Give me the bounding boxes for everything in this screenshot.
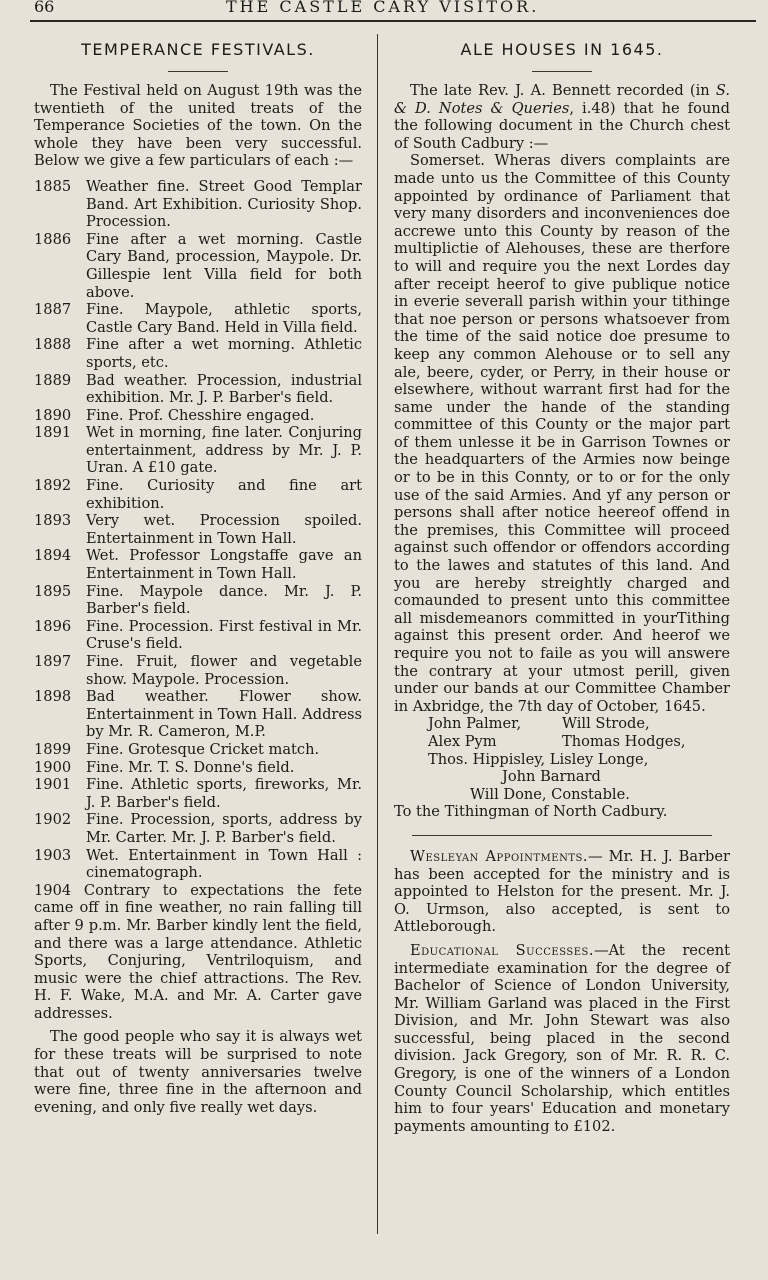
order-document: Somerset. Wheras divers complaints are made unto us the Committee of this County appointed by ordinance of Parliament that very many disorders and inconveniences doe accrewe unto this County by reason of the multiplictie of Alehouses, these are therfore to will and require you the next Lordes day after receipt heerof to give publique notice in everie severall parish within your tithinge that noe person or persons whatsoever from the time of the said notice doe presume to keep any common Alehouse or to sell any ale, beere, cyder, or Perry, in their house or elsewhere, without warrant first had for the same under the hande of the standing committee of this County or the major part of them unlesse it be in Garrison Townes or the headquarters of the Armies now beinge or to be in this Connty, or to or for the only use of the said Armies. And yf any person or persons shall after notice heereof offend in the premises, this Committee will proceed against such offendor or offendors according to the lawes and statutes of this land. And you are hereby streightly charged and comaunded to present unto this committee all misdemeanors committed in yourTithing against this present order. And heerof we require you not to faile as you will answere the contrary at your utmost perill, given under our bands at our Committee Chamber in Axbridge, the 7th day of October, 1645. — [394, 152, 730, 715]
entry-text: Wet. Professor Longstaffe gave an Entertainment in Town Hall. — [86, 547, 362, 583]
alehouses-intro — [394, 82, 730, 152]
signatory: Thomas Hodges, — [562, 732, 686, 750]
entry-year: 1894 — [34, 547, 72, 565]
entry-text: Wet. Entertainment in Town Hall : cinematograph. — [86, 846, 362, 882]
entry-text: Fine. Curiosity and fine art exhibition. — [86, 477, 362, 512]
entry-text: Fine. Procession, sports, address by Mr. Carter. Mr. J. P. Barber's field. — [86, 811, 362, 846]
entry-text: Weather fine. Street Good Templar Band. Art Exhibition. Curiosity Shop. Procession. — [86, 177, 362, 231]
entry-year: 1898 — [34, 688, 72, 706]
entry-text: Fine. Procession. First festival in Mr. Cruse's field. — [86, 617, 362, 653]
entry-year: 1888 — [34, 336, 72, 354]
entry-text: Fine after a wet morning. Athletic sports, etc. — [86, 336, 362, 371]
festival-list — [34, 178, 362, 882]
festival-entry — [34, 759, 362, 777]
festival-entry — [34, 688, 362, 741]
festival-entry — [34, 653, 362, 688]
heading-rule — [532, 71, 592, 72]
entry-year: 1892 — [34, 477, 72, 495]
alehouses-heading: ALE HOUSES IN 1645. — [460, 40, 664, 59]
entry-year: 1893 — [34, 512, 72, 530]
entry-text: Bad weather. Flower show. Entertainment in Town Hall. Address by Mr. R. Cameron, M.P. — [86, 688, 362, 741]
section-label: Educational Successes. — [410, 941, 595, 959]
entry-year: 1886 — [34, 230, 72, 248]
intro-text: The late Rev. J. A. Bennett recorded (in — [410, 82, 716, 99]
entry-year: 1896 — [34, 617, 72, 635]
signatory: Thos. Hippisley, Lisley Longe, — [428, 750, 649, 768]
section-text: — Mr. H. J. Barber has been accepted for the ministry and is appointed to Helston for the present. Mr. J. O. Urmson, also accepted, is sent to Attleborough. — [394, 847, 730, 936]
entry-text: Fine after a wet morning. Castle Cary Band, procession, Maypole. Dr. Gillespie lent Villa field for both above. — [86, 230, 362, 301]
entry-text: Fine. Prof. Chesshire engaged. — [86, 406, 315, 424]
section-label: Wesleyan Appointments. — [410, 847, 588, 865]
section-text: —At the recent intermediate examination for the degree of Bachelor of Science of London University, Mr. William Garland was placed in the First Division, and Mr. John Stewart was also successful, being placed in the second division. Jack Gregory, son of Mr. R. R. C. Gregory, is one of the winners of a London County Council Scholarship, which entitles him to four years' Education and monetary payments amounting to £102. — [394, 941, 731, 1135]
entry-year: 1900 — [34, 758, 72, 776]
festival-entry — [34, 477, 362, 512]
signatory: John Barnard — [502, 768, 601, 786]
entry-year: 1890 — [34, 406, 72, 424]
signatory: John Palmer, — [428, 715, 522, 733]
educational-successes — [394, 942, 730, 1136]
entry-text: Bad weather. Procession, industrial exhibition. Mr. J. P. Barber's field. — [86, 371, 362, 407]
entry-year: 1889 — [34, 371, 72, 389]
entry-year: 1901 — [34, 776, 72, 794]
signatories — [394, 715, 730, 821]
entry-text: Very wet. Procession spoiled. Entertainment in Town Hall. — [86, 512, 362, 547]
entry-year: 1899 — [34, 740, 72, 758]
entry-year: 1887 — [34, 301, 72, 319]
right-column — [394, 34, 730, 1135]
section-rule — [412, 835, 712, 836]
entry-year: 1902 — [34, 811, 72, 829]
festival-entry — [34, 178, 362, 231]
entry-1904: 1904 Contrary to expectations the fete came off in fine weather, no rain falling till after 9 p.m. Mr. Barber kindly lent the field, and there was a large attendance. Athletic Sports, Conjuring, Ventriloquism, and music were the chief attractions. The Rev. H. F. Wake, M.A. and Mr. A. Carter gave addresses. — [34, 881, 362, 1022]
source-title: S. & D. Notes & Queries — [394, 82, 730, 117]
festival-entry — [34, 372, 362, 407]
entry-text: Fine. Maypole, athletic sports, Castle Cary Band. Held in Villa field. — [86, 301, 362, 336]
festival-entry — [34, 301, 362, 336]
signatory: Will Strode, — [562, 715, 650, 733]
running-title: THE CASTLE CARY VISITOR. — [226, 0, 540, 16]
festival-entry — [34, 231, 362, 301]
signatory: Will Done, Constable. — [470, 785, 630, 803]
signatory: Alex Pym — [428, 732, 497, 750]
festival-entry — [34, 547, 362, 582]
entry-text: Fine. Maypole dance. Mr. J. P. Barber's field. — [86, 582, 362, 618]
entry-text: Fine. Grotesque Cricket match. — [86, 740, 320, 758]
page-header — [0, 0, 768, 18]
entry-text: Fine. Mr. T. S. Donne's field. — [86, 758, 295, 776]
entry-year: 1895 — [34, 582, 72, 600]
wesleyan-appointments — [394, 848, 730, 936]
festival-entry — [34, 336, 362, 371]
addressee: To the Tithingman of North Cadbury. — [394, 803, 668, 821]
temperance-closing: The good people who say it is always wet for these treats will be surprised to note that out of twenty anniversaries twelve were fine, three fine in the afternoon and evening, and only five really wet days. — [34, 1028, 362, 1116]
festival-entry — [34, 583, 362, 618]
entry-text: Wet in morning, fine later. Conjuring entertainment, address by Mr. J. P. Uran. A £10 gate. — [86, 424, 362, 477]
festival-entry — [34, 847, 362, 882]
entry-text: Fine. Athletic sports, fireworks, Mr. J. P. Barber's field. — [86, 776, 362, 811]
left-column — [34, 34, 362, 1116]
page-number: 66 — [34, 0, 55, 16]
entry-year: 1891 — [34, 424, 72, 442]
festival-entry — [34, 618, 362, 653]
temperance-intro: The Festival held on August 19th was the twentieth of the united treats of the Temperance Societies of the town. On the whole they have been very successful. Below we give a few particulars of each :— — [34, 82, 362, 170]
header-rule — [30, 20, 756, 22]
temperance-heading: TEMPERANCE FESTIVALS. — [81, 40, 315, 59]
column-divider — [377, 34, 378, 1234]
entry-year: 1903 — [34, 846, 72, 864]
festival-entry — [34, 407, 362, 425]
heading-rule — [168, 71, 228, 72]
intro-text: , i.48) that he found the following document in the Church chest of South Cadbury :— — [394, 99, 730, 152]
festival-entry — [34, 776, 362, 811]
festival-entry — [34, 741, 362, 759]
entry-text: Fine. Fruit, flower and vegetable show. Maypole. Procession. — [86, 653, 362, 688]
festival-entry — [34, 811, 362, 846]
entry-year: 1885 — [34, 177, 72, 195]
festival-entry — [34, 424, 362, 477]
festival-entry — [34, 512, 362, 547]
entry-year: 1897 — [34, 653, 72, 670]
